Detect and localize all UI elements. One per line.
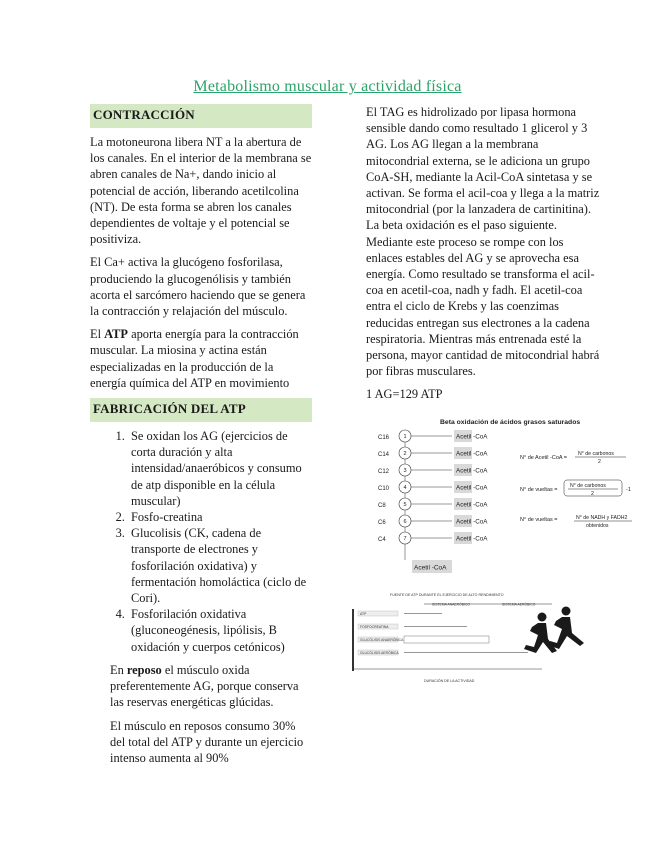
- eq2-left: N° de vueltas =: [520, 486, 558, 493]
- cycle-number: 1: [403, 433, 407, 440]
- list-item: 1. Se oxidan los AG (ejercicios de corta duración y alta intensidad/anaeróbicos y consumo de atp disponible en la célula muscular): [128, 428, 312, 509]
- atp-sources-list: [90, 428, 312, 655]
- section-heading-contraccion: CONTRACCIÓN: [90, 104, 312, 128]
- eq1-den: 2: [598, 458, 601, 465]
- eq2-right: -1: [626, 486, 631, 493]
- carbon-label: C12: [378, 468, 390, 475]
- eq3-den: obtenidos: [586, 522, 609, 529]
- cycle-number: 5: [403, 501, 407, 508]
- row-label: ATP: [360, 611, 367, 616]
- acetil-label: Acetil -CoA: [456, 467, 488, 475]
- cycle-number: 3: [403, 467, 407, 474]
- row-label: GLUCÓLISIS ANAERÓBICA: [360, 637, 404, 642]
- acetil-label: Acetil -CoA: [456, 518, 488, 526]
- figure-title: Beta oxidación de ácidos grasos saturados: [440, 418, 581, 426]
- carbon-label: C16: [378, 434, 390, 441]
- carbon-label: C4: [378, 536, 386, 543]
- eq3-left: N° de vueltas =: [520, 516, 558, 523]
- eq2-den: 2: [591, 490, 594, 497]
- paragraph: El músculo en reposos consumo 30% del total del ATP y durante un ejercicio intenso aumenta al 90%: [110, 718, 304, 765]
- acetil-label: Acetil -CoA: [456, 433, 488, 441]
- acetil-label: Acetil -CoA: [456, 501, 488, 509]
- atp-sources-figure: [352, 591, 592, 691]
- figure2-title: FUENTE DE ATP DURANTE EL EJERCICIO DE ALTO RENDIMIENTO: [390, 592, 504, 597]
- acetil-label: Acetil -CoA: [456, 484, 488, 492]
- row-label: GLUCÓLISIS AERÓBICA: [360, 650, 399, 655]
- eq1-left: N° de Acetil -CoA =: [520, 454, 567, 461]
- bold-reposo: reposo: [126, 662, 162, 677]
- row-label: FOSFOCREATINA: [360, 624, 389, 629]
- eq3-num: N° de NADH y FADH2: [576, 514, 628, 521]
- bold-atp: ATP: [104, 327, 128, 342]
- cycle-number: 6: [403, 518, 407, 525]
- page-title: Metabolismo muscular y actividad física: [193, 78, 462, 95]
- beta-oxidation-figure: [378, 418, 648, 578]
- paragraph: El Ca+ activa la glucógeno fosforilasa, produciendo la glucogenólisis y también acorta el sarcómero haciendo que se genera la contracción y relajación del músculo.: [90, 255, 306, 319]
- cycle-number: 7: [403, 535, 407, 542]
- paragraph: El TAG es hidrolizado por lipasa hormona sensible dando como resultado 1 glicerol y 3 AG. Los AG llegan a la membrana mitocondrial externa, se le adiciona un grupo CoA-SH, mediante la Acil-CoA sintetasa y se activan. Se forma el acil-coa y llega a la matriz mitocondrial (por la lanzadera de cartinitina). La beta oxidación es el paso siguiente. Mediante este proceso se rompe con los enlaces estables del AG y se aprovecha esa energía. Como resultado se transforma el acil-coa en acetil-coa, nadh y fadh. El acetil-coa entra el ciclo de Krebs y las coenzimas reducidas entregan sus electrones a la cadena respiratoria. Mientras más entrenada esté la persona, mayor cantidad de mitocondrial habrá por fibras musculares.: [366, 105, 600, 379]
- row-glucolisis-anaerobica: [358, 636, 489, 643]
- cycle-number: 4: [403, 484, 407, 491]
- acetil-label: Acetil -CoA: [456, 535, 488, 543]
- section-heading-fabricacion: FABRICACIÓN DEL ATP: [90, 398, 312, 422]
- paragraph: La motoneurona libera NT a la abertura de los canales. En el interior de la membrana se abren canales de Na+, dando inicio al potencial de acción, liberando acetilcolina (NT). De esta forma se abren los canales dependientes de voltaje y el potencial se positiviza.: [90, 135, 312, 247]
- left-column: [90, 104, 312, 773]
- runners-illustration: [524, 606, 584, 653]
- list-item: 4. Fosforilación oxidativa (gluconeogénesis, lipólisis, B oxidación y cuerpos cetónicos): [128, 606, 312, 655]
- row-glucolisis-aerobica: [358, 649, 528, 654]
- right-column: [360, 104, 631, 696]
- list-item: 3. Glucolisis (CK, cadena de transporte de electrones y fosforilación oxidativa) y fermentación homoláctica (ciclo de Cori).: [128, 525, 312, 606]
- row-fosfocreatina: [358, 624, 467, 629]
- paragraph-atp: El ATP aporta energía para la contracción muscular. La miosina y actina están especializadas en la producción de la energía química del ATP en movimiento: [90, 327, 299, 390]
- paragraph: 1 AG=129 ATP: [366, 387, 443, 402]
- acetil-label: Acetil -CoA: [456, 450, 488, 458]
- bottom-acetil-label: Acetil -CoA: [414, 564, 447, 572]
- carbon-label: C6: [378, 519, 386, 526]
- paragraph-reposo: En reposo el músculo oxida preferentemente AG, porque conserva las reservas energéticas glúcidas.: [110, 662, 299, 710]
- anaerobic-label: SISTEMA ANAERÓBICO: [432, 602, 471, 607]
- row-atp: [358, 611, 442, 616]
- cycle-number: 2: [403, 450, 407, 457]
- eq1-num: N° de carbonos: [578, 450, 614, 457]
- x-axis-label: DURACIÓN DE LA ACTIVIDAD: [424, 678, 475, 683]
- carbon-label: C8: [378, 502, 386, 509]
- eq2-num: N° de carbonos: [570, 482, 606, 489]
- aerobic-label: SISTEMA AERÓBICO: [502, 602, 536, 607]
- carbon-label: C14: [378, 451, 390, 458]
- carbon-label: C10: [378, 485, 390, 492]
- list-item: 2. Fosfo-creatina: [128, 509, 312, 525]
